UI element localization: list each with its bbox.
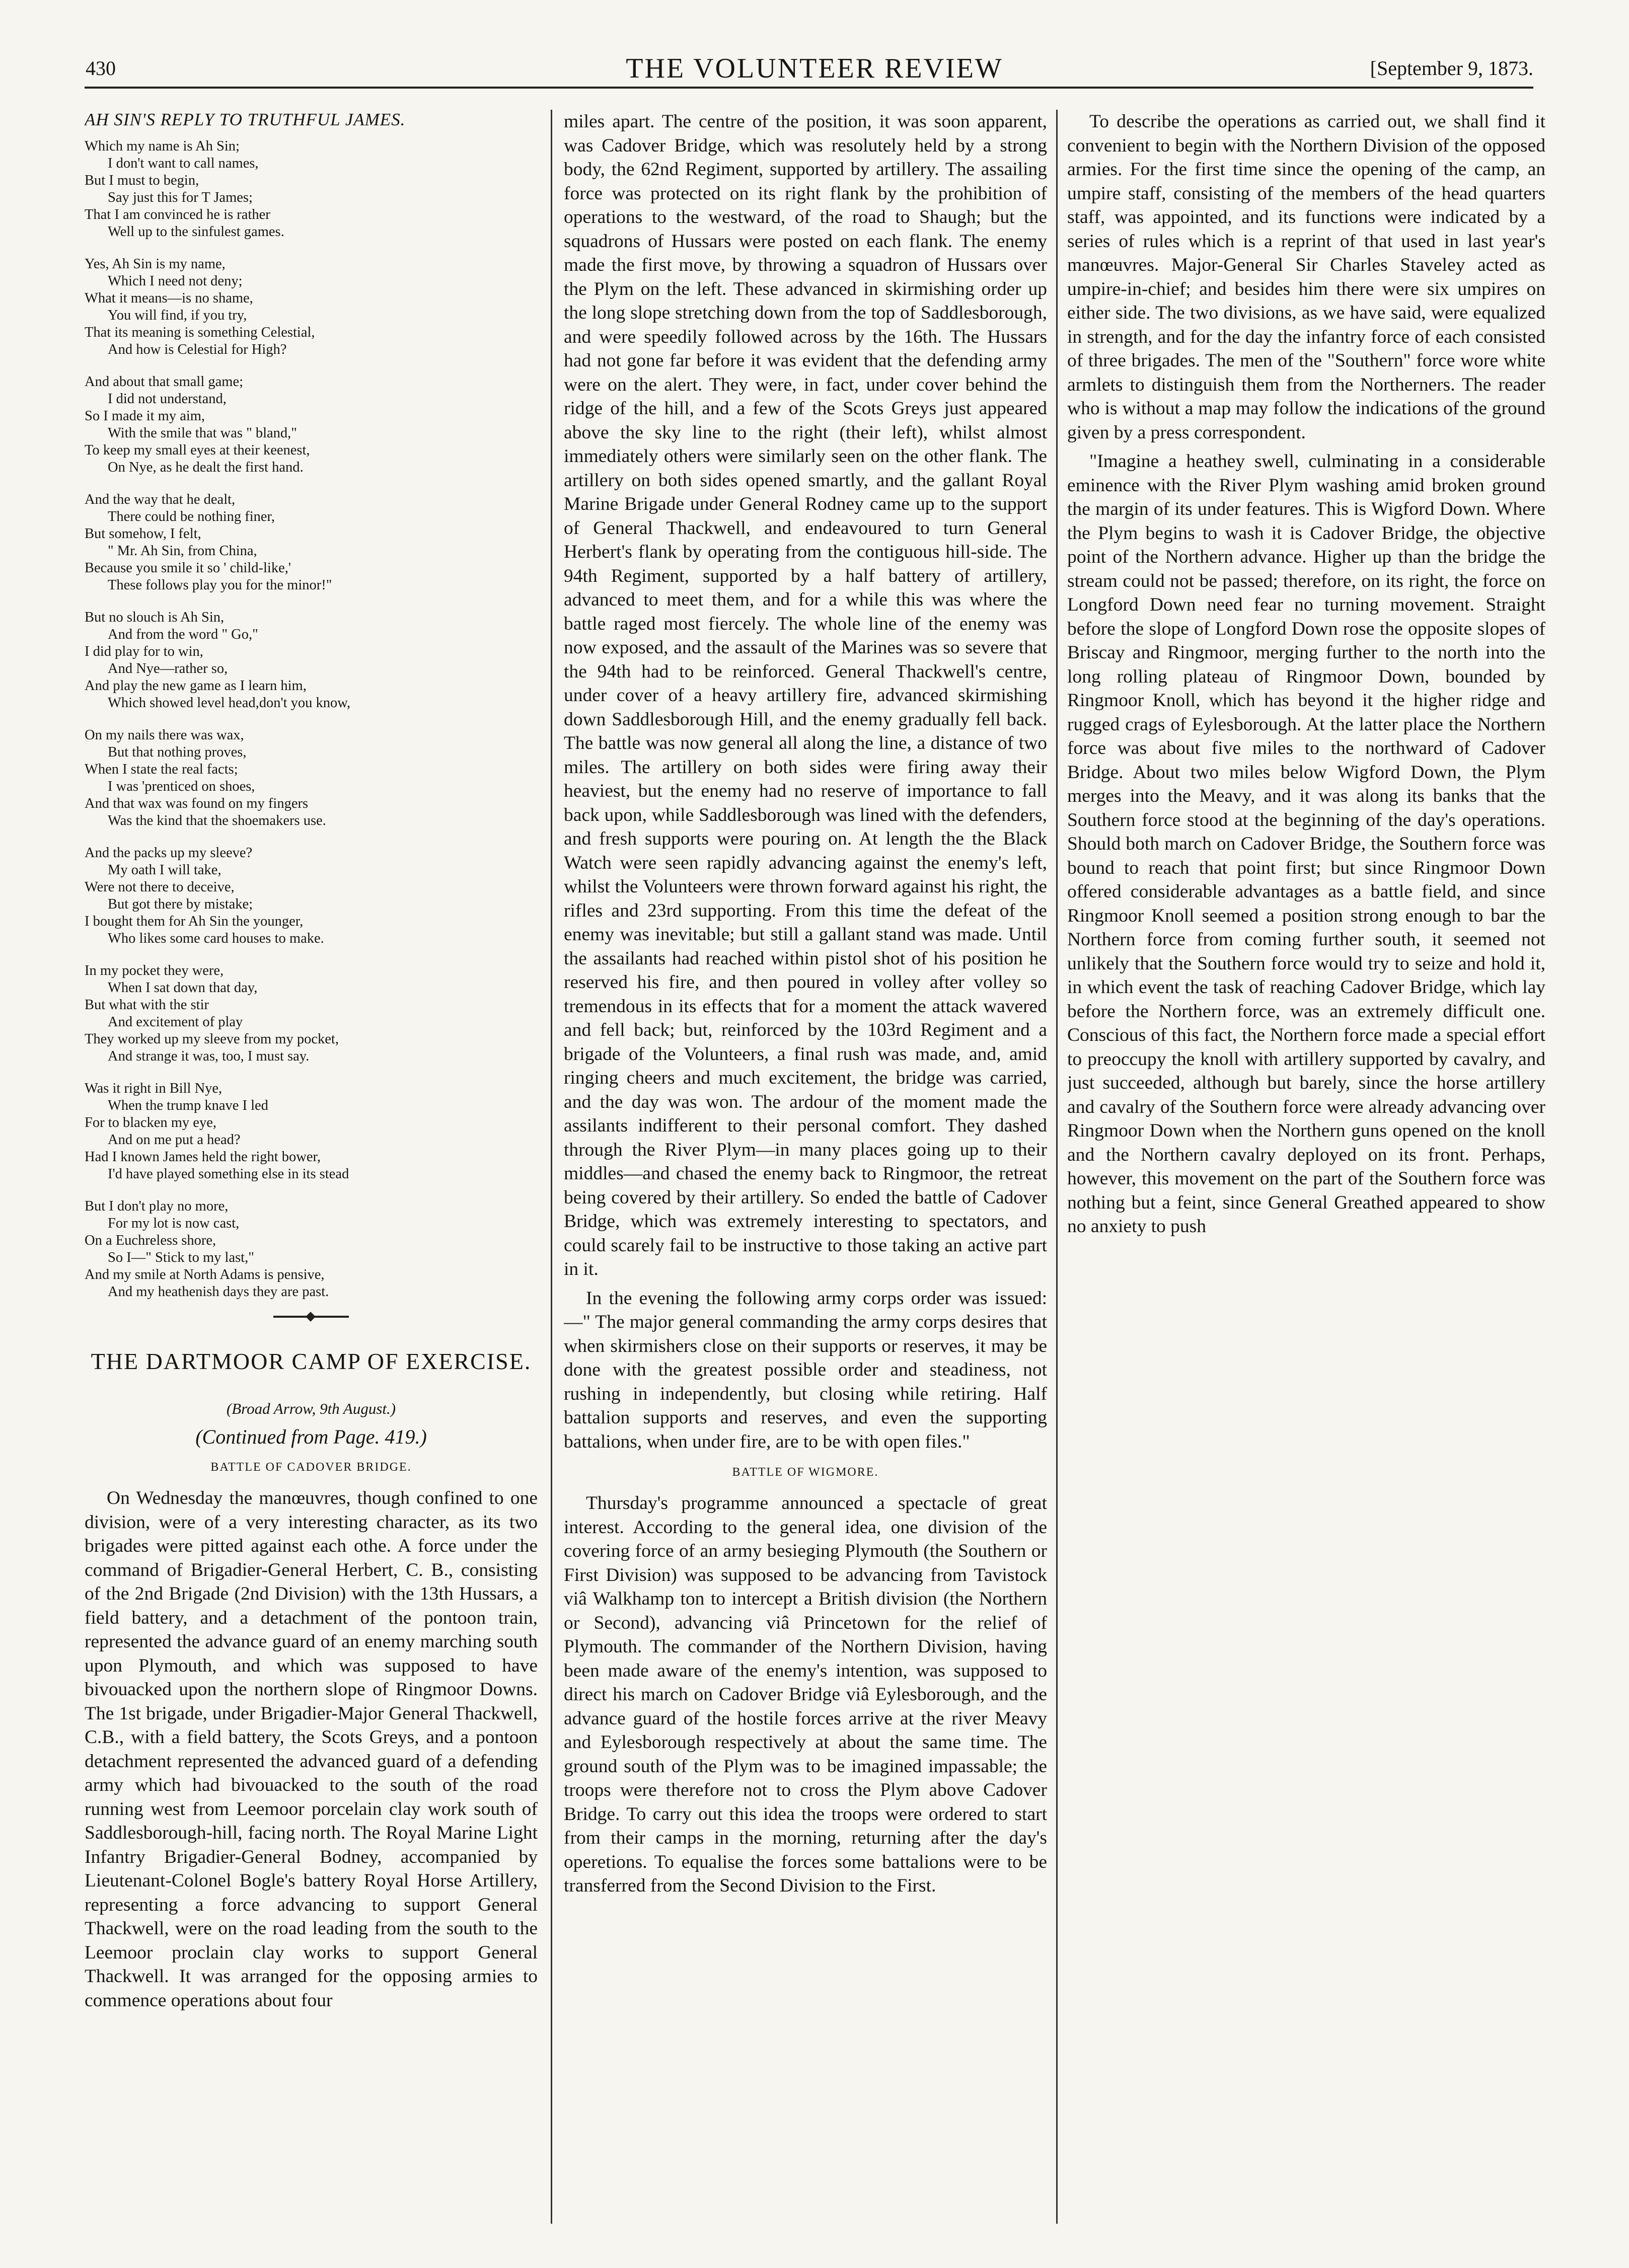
poem-line: To keep my small eyes at their keenest, — [85, 442, 310, 458]
poem-line: Which my name is Ah Sin; — [85, 138, 240, 154]
poem-line: And the way that he dealt, — [85, 492, 236, 507]
poem-line: I was 'prenticed on shoes, — [108, 779, 255, 794]
poem-line: And strange it was, too, I must say. — [108, 1048, 310, 1064]
poem-line: Which I need not deny; — [108, 273, 243, 289]
column-rule-right — [1056, 110, 1058, 2224]
poem-line: When I sat down that day, — [108, 980, 258, 996]
poem-line: Yes, Ah Sin is my name, — [85, 256, 226, 272]
poem-line: And about that small game; — [85, 374, 244, 390]
poem-stanza — [85, 256, 538, 358]
poem-line: On my nails there was wax, — [85, 727, 244, 743]
header-rule — [85, 87, 1533, 89]
article-title: THE DARTMOOR CAMP OF EXERCISE. — [91, 1348, 532, 1374]
poem-line: On a Euchreless shore, — [85, 1233, 216, 1248]
poem-line: For to blacken my eye, — [85, 1115, 216, 1130]
poem-line: And that wax was found on my fingers — [85, 796, 309, 811]
article-paragraph-1: On Wednesday the manœuvres, though confined to one division, were of a very interesting character, as its two brigades were pitted against each othe. A force under the command of Brigadier-General Herbert, C. B., consisting of the 2nd Brigade (2nd Division) with the 13th Hussars, a field battery, and a detachment of the pontoon train, represented the advance guard of an enemy marching south upon Plymouth, and which was supposed to have bivouacked upon the northern slope of Ringmoor Downs. The 1st brigade, under Brigadier-Major General Thackwell, C.B., with a field battery, the Scots Greys, and a pontoon detachment represented the advanced guard of a defending army which had bivouacked to the south of the road running west from Leemoor porcelain clay work south of Saddlesborough-hill, facing north. The Royal Marine Light Infantry Brigadier-General Bodney, accompanied by Lieutenant-Colonel Bogle's battery Royal Horse Artillery, representing a force advancing to support General Thackwell, were on the road leading from the south to the Leemoor proclain clay works to support General Thackwell. It was arranged for the opposing armies to commence operations about four — [85, 1488, 538, 2011]
poem-line: And my smile at North Adams is pensive, — [85, 1267, 325, 1282]
poem-stanza — [85, 1080, 538, 1183]
poem-line: Because you smile it so ' child-like,' — [85, 560, 291, 576]
poem-line: But no slouch is Ah Sin, — [85, 610, 225, 625]
poem-stanza — [85, 373, 538, 476]
poem-line: I'd have played something else in its stead — [108, 1166, 349, 1182]
column-2 — [564, 110, 1047, 2224]
poem-line: For my lot is now cast, — [108, 1216, 240, 1231]
poem-line: Say just this for T James; — [108, 190, 253, 205]
poem-line: And play the new game as I learn him, — [85, 678, 307, 694]
column-3 — [1067, 110, 1545, 2224]
poem-line: You will find, if you try, — [108, 308, 247, 323]
poem-stanza — [85, 727, 538, 829]
poem-line: So I—" Stick to my last," — [108, 1250, 254, 1265]
column-rule-left — [551, 110, 552, 2224]
poem-line: That I am convinced he is rather — [85, 207, 270, 222]
article-paragraph-2: miles apart. The centre of the position, it was soon apparent, was Cadover Bridge, which was resolutely held by a strong body, the 62nd Regiment, supported by artillery. The assailing force was protected on its right flank by the prohibition of operations to the westward, of the road to Shaugh; but the squadrons of Hussars were posted on each flank. The enemy made the first move, by throwing a squadron of Hussars over the Plym on the left. These advanced in skirmishing order up the long slope stretching down from the top of Saddlesborough, and were speedily followed across by the 16th. The Hussars had not gone far before it was evident that the defending army were on the alert. They were, in fact, under cover behind the ridge of the hill, and a few of the Scots Greys just appeared above the sky line to the right (their left), whilst almost immediately others were similarly seen on the other flank. The artillery on both sides opened smartly, and the gallant Royal Marine Brigade under General Rodney came up to the support of General Thackwell, and endeavoured to turn General Herbert's flank by operating from the contiguous hill-side. The 94th Regiment, supported by a half battery of artillery, advanced to meet them, and for a while this was where the battle raged most fiercely. The whole line of the enemy was now exposed, and the assault of the Marines was so severe that the 94th had to be reinforced. General Thackwell's centre, under cover of a heavy artillery fire, advanced skirmishing down Saddlesborough Hill, and the enemy gradually fell back. The battle was now general all along the line, a distance of two miles. The artillery on both sides were firing away their heaviest, but the enemy had no reserve of importance to fall back upon, while Saddlesborough was lined with the defenders, and fresh supports were pouring on. At length the the Black Watch were seen rapidly advancing against the enemy's left, whilst the Volunteers were thrown forward against his right, the rifles and 23rd supporting. From this time the defeat of the enemy was inevitable; but still a gallant stand was made. Until the assailants had reached within pistol shot of his position he reserved his fire, and then poured in volley after volley so tremendous in its effects that for a moment the attack wavered and fell back; but, reinforced by the 103rd Regiment and a brigade of the Volunteers, a final rush was made, and, amid ringing cheers and much excitement, the bridge was carried, and the day was won. The ardour of the moment made the assilants indifferent to their personal comfort. They dashed through the River Plym—in many places going up to their middles—and chased the enemy back to Ringmoor, the retreat being covered by their artillery. So ended the battle of Cadover Bridge, which was extremely interesting to spectators, and could scarely fail to be instructive to those taking an active part in it. — [564, 111, 1047, 1279]
poem-line: My oath I will take, — [108, 862, 221, 878]
column-1 — [85, 110, 538, 2224]
poem-line: So I made it my aim, — [85, 408, 205, 424]
journal-title: THE VOLUNTEER REVIEW — [626, 53, 1003, 84]
poem-stanza — [85, 962, 538, 1065]
page-header — [0, 0, 1629, 96]
poem-line: Was it right in Bill Nye, — [85, 1081, 223, 1096]
poem-title: AH SIN'S REPLY TO TRUTHFUL JAMES. — [85, 110, 406, 129]
poem-line: I did not understand, — [108, 391, 227, 407]
poem-line: And the packs up my sleeve? — [85, 845, 253, 861]
poem-line: Had I known James held the right bower, — [85, 1149, 321, 1165]
poem-line: But that nothing proves, — [108, 744, 247, 760]
issue-date: [September 9, 1873. — [1370, 57, 1533, 80]
poem-stanza — [85, 491, 538, 594]
poem-line: I don't want to call names, — [108, 156, 259, 171]
poem-line: And from the word " Go," — [108, 627, 258, 642]
poem-line: There could be nothing finer, — [108, 509, 275, 524]
poem-line: But what with the stir — [85, 997, 209, 1013]
poem-line: These follows play you for the minor!" — [108, 577, 332, 593]
poem-line: Were not there to deceive, — [85, 879, 235, 895]
poem-line: With the smile that was " bland," — [108, 425, 297, 441]
poem-line: In my pocket they were, — [85, 963, 224, 978]
article-source: (Broad Arrow, 9th August.) — [226, 1400, 396, 1417]
poem-line: That its meaning is something Celestial, — [85, 325, 315, 340]
poem-line: And excitement of play — [108, 1014, 243, 1030]
page-number: 430 — [86, 57, 116, 80]
poem-line: When I state the real facts; — [85, 762, 238, 777]
poem-line: And Nye—rather so, — [108, 661, 228, 676]
poem-line: I bought them for Ah Sin the younger, — [85, 914, 304, 929]
article-paragraph-5: To describe the operations as carried out, we shall find it convenient to begin with the Northern Division of the opposed armies. For the first time since the opening of the camp, an umpire staff, consisting of the members of the head quarters staff, was appointed, and its functions were indicated by a series of rules which is a reprint of that used in last year's manœuvres. Major-General Sir Charles Staveley acted as umpire-in-chief; and besides him there were six umpires on either side. The two divisions, as we have said, were equalized in strength, and for the day the infantry force of each consisted of three brigades. The men of the "Southern" force wore white armlets to distinguish them from the Northerners. The reader who is without a map may follow the indications of the ground given by a press correspondent. — [1067, 111, 1545, 443]
section-heading-wigmore: BATTLE OF WIGMORE. — [732, 1466, 879, 1479]
poem-stanza — [85, 1198, 538, 1301]
poem-line: On Nye, as he dealt the first hand. — [108, 460, 304, 475]
poem-line: And on me put a head? — [108, 1132, 241, 1148]
article-paragraph-3: In the evening the following army corps order was issued:—" The major general commanding the army corps desires that when skirmishers close on their supports or reserves, it may be done with the greatest possible order and steadiness, not rushing in independently, but closing while retiring. Half battalion supports and reserves, and even the supporting battalions, when under fire, are to be with open files." — [564, 1288, 1047, 1452]
poem-line: Who likes some card houses to make. — [108, 931, 324, 946]
poem-line: But somehow, I felt, — [85, 526, 201, 542]
poem-line: " Mr. Ah Sin, from China, — [108, 543, 257, 559]
article-paragraph-4: Thursday's programme announced a spectacle of great interest. According to the general idea, one division of the covering force of an army besieging Plymouth (the Southern or First Division) was supposed to be advancing from Tavistock viâ Walkhamp ton to intercept a British division (the Northern or Second), advancing viâ Princetown for the relief of Plymouth. The commander of the Northern Division, having been made aware of the enemy's intention, was supposed to direct his march on Cadover Bridge viâ Eylesborough, and the advance guard of the hostile forces arrive at the river Meavy and Eylesborough respectively at about the same time. The ground south of the Plym was to be imagined impassable; the troops were therefore not to cross the Plym above Cadover Bridge. To carry out this idea the troops were ordered to start from their camps in the morning, returning after the day's operetions. To equalise the forces some battalions were to be transferred from the Second Division to the First. — [564, 1493, 1047, 1896]
poem-stanza — [85, 845, 538, 947]
poem-body — [85, 138, 538, 1301]
poem-line: But got there by mistake; — [108, 896, 253, 912]
poem-line: Was the kind that the shoemakers use. — [108, 813, 326, 828]
poem-line: And my heathenish days they are past. — [108, 1284, 329, 1300]
poem-line: What it means—is no shame, — [85, 290, 253, 306]
poem-line: When the trump knave I led — [108, 1098, 268, 1113]
poem-stanza — [85, 609, 538, 712]
continued-note: (Continued from Page. 419.) — [195, 1425, 427, 1448]
poem-line: And how is Celestial for High? — [108, 342, 287, 357]
poem-line: They worked up my sleeve from my pocket, — [85, 1031, 339, 1047]
poem-stanza — [85, 138, 538, 241]
poem-line: Well up to the sinfulest games. — [108, 224, 284, 240]
article-paragraph-6: "Imagine a heathey swell, culminating in a considerable eminence with the River Plym washing amid broken ground the margin of its under features. This is Wigford Down. Where the Plym begins to wash it is Cadover Bridge, the objective point of the Northern advance. Higher up than the bridge the stream could not be passed; therefore, on its right, the force on Longford Down need fear no turning movement. Straight before the slope of Longford Down rose the opposite slopes of Briscay and Ringmoor, merging further to the north into the long rolling plateau of Ringmoor Down, bounded by Ringmoor Knoll, which has beyond it the higher ridge and rugged crags of Eylesborough. At the latter place the Northern force was about five miles to the northward of Cadover Bridge. About two miles below Wigford Down, the Plym merges into the Meavy, and it was along its banks that the Southern force stood at the beginning of the day's operations. Should both march on Cadover Bridge, the Southern force was bound to reach that point first; but since Ringmoor Down offered considerable advantages as a battle field, and since Ringmoor Knoll seemed a position strong enough to bar the Northern force from coming further south, it seemed not unlikely that the Southern force would try to seize and hold it, in which event the task of reaching Cadover Bridge, which lay before the Northern force, was an extremely difficult one. Conscious of this fact, the Northern force made a special effort to preoccupy the knoll with artillery supported by cavalry, and just succeeded, although but barely, since the horse artillery and cavalry of the Southern force were already advancing over Ringmoor Down when the Northern guns opened on the knoll and the Northern cavalry deployed on its front. Perhaps, however, this movement on the part of the Southern force was nothing but a feint, since General Greathed appeared to show no anxiety to push — [1067, 451, 1545, 1237]
poem-line: But I don't play no more, — [85, 1198, 229, 1214]
poem-end-ornament — [273, 1316, 349, 1318]
section-heading-cadover: BATTLE OF CADOVER BRIDGE. — [210, 1461, 412, 1474]
poem-line: I did play for to win, — [85, 644, 203, 659]
poem-line: Which showed level head,don't you know, — [108, 695, 351, 711]
poem-line: But I must to begin, — [85, 173, 199, 188]
